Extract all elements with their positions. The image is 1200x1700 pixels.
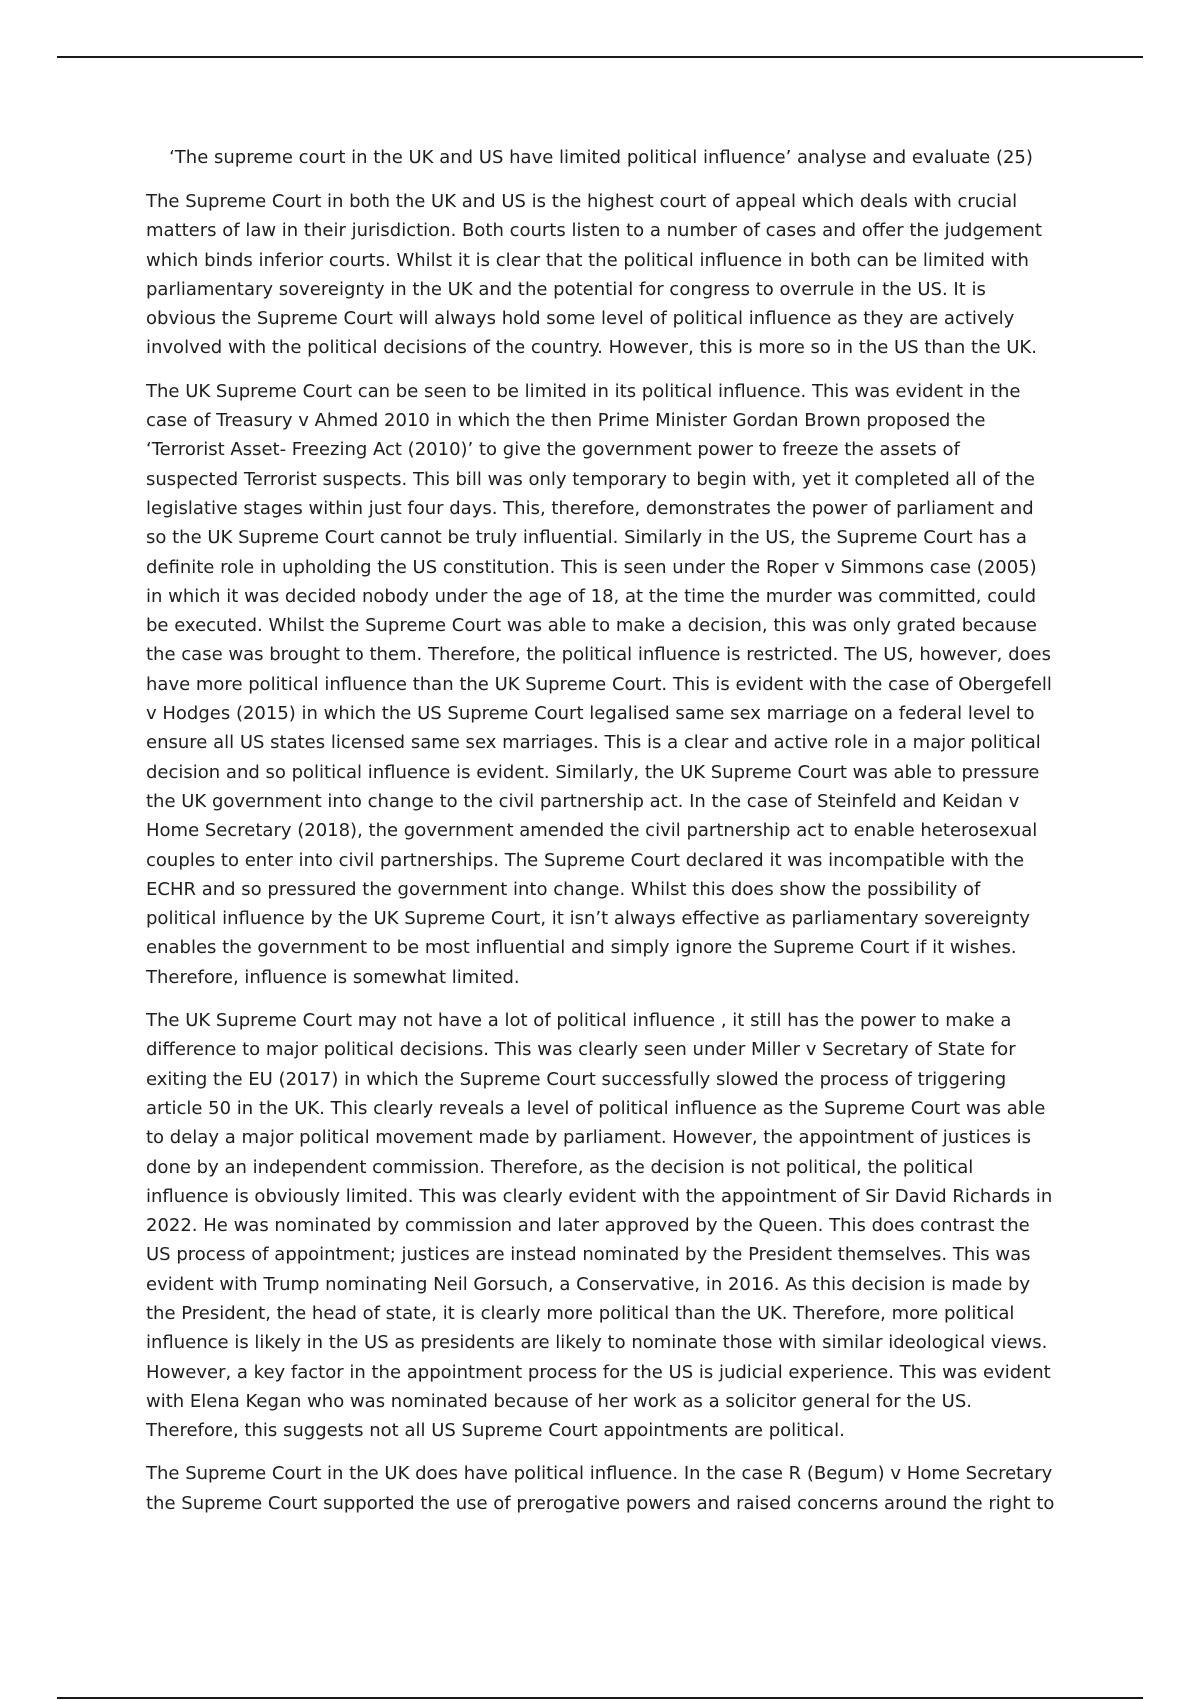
document-body <box>146 143 1056 1532</box>
paragraph-limited-influence: The UK Supreme Court can be seen to be limited in its political influence. This was evident in the case of Treasury v Ahmed 2010 in which the then Prime Minister Gordan Brown proposed the ‘Terrorist Asset- Freezing Act (2010)’ to give the government power to freeze the assets of suspected Terrorist suspects. This bill was only temporary to begin with, yet it completed all of the legislative stages within just four days. This, therefore, demonstrates the power of parliament and so the UK Supreme Court cannot be truly influential. Similarly in the US, the Supreme Court has a definite role in upholding the US constitution. This is seen under the Roper v Simmons case (2005) in which it was decided nobody under the age of 18, at the time the murder was committed, could be executed. Whilst the Supreme Court was able to make a decision, this was only grated because the case was brought to them. Therefore, the political influence is restricted. The US, however, does have more political influence than the UK Supreme Court. This is evident with the case of Obergefell v Hodges (2015) in which the US Supreme Court legalised same sex marriage on a federal level to ensure all US states licensed same sex marriages. This is a clear and active role in a major political decision and so political influence is evident. Similarly, the UK Supreme Court was able to pressure the UK government into change to the civil partnership act. In the case of Steinfeld and Keidan v Home Secretary (2018), the government amended the civil partnership act to enable heterosexual couples to enter into civil partnerships. The Supreme Court declared it was incompatible with the ECHR and so pressured the government into change. Whilst this does show the possibility of political influence by the UK Supreme Court, it isn’t always effective as parliamentary sovereignty enables the government to be most influential and simply ignore the Supreme Court if it wishes. Therefore, influence is somewhat limited. <box>146 380 1052 988</box>
paragraph-appointments: The UK Supreme Court may not have a lot of political influence , it still has the power to make a difference to major political decisions. This was clearly seen under Miller v Secretary of State for exiting the EU (2017) in which the Supreme Court successfully slowed the process of triggering article 50 in the UK. This clearly reveals a level of political influence as the Supreme Court was able to delay a major political movement made by parliament. However, the appointment of justices is done by an independent commission. Therefore, as the decision is not political, the political influence is obviously limited. This was clearly evident with the appointment of Sir David Richards in 2022. He was nominated by commission and later approved by the Queen. This does contrast the US process of appointment; justices are instead nominated by the President themselves. This was evident with Trump nominating Neil Gorsuch, a Conservative, in 2016. As this decision is made by the President, the head of state, it is clearly more political than the UK. Therefore, more political influence is likely in the US as presidents are likely to nominate those with similar ideological views. However, a key factor in the appointment process for the US is judicial experience. This was evident with Elena Kegan who was nominated because of her work as a solicitor general for the US. Therefore, this suggests not all US Supreme Court appointments are political. <box>146 1010 1053 1442</box>
footer-rule <box>57 1697 1143 1699</box>
essay-title: ‘The supreme court in the UK and US have limited political influence’ analyse and evaluate (25) <box>169 147 1033 168</box>
paragraph-introduction: The Supreme Court in both the UK and US is the highest court of appeal which deals with crucial matters of law in their jurisdiction. Both courts listen to a number of cases and offer the judgement which binds inferior courts. Whilst it is clear that the political influence in both can be limited with parliamentary sovereignty in the UK and the potential for congress to overrule in the US. It is obvious the Supreme Court will always hold some level of political influence as they are actively involved with the political decisions of the country. However, this is more so in the US than the UK. <box>146 191 1043 359</box>
header-rule <box>57 56 1143 58</box>
paragraph-begum-case: The Supreme Court in the UK does have political influence. In the case R (Begum) v Home Secretary the Supreme Court supported the use of prerogative powers and raised concerns around the right to <box>146 1463 1055 1514</box>
